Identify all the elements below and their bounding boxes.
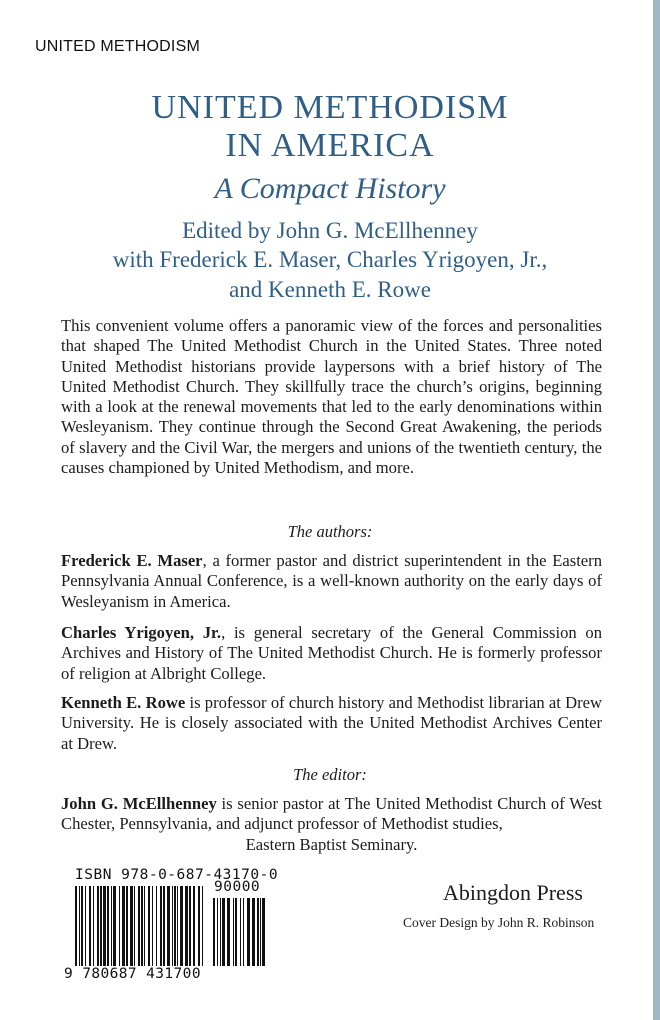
price-barcode: [212, 898, 268, 966]
barcode-bar: [85, 886, 86, 966]
barcode-bar: [233, 898, 234, 966]
barcode-bar: [152, 886, 153, 966]
barcode-bar: [97, 886, 99, 966]
author-bio: [61, 623, 602, 684]
contributors-credit-line: with Frederick E. Maser, Charles Yrigoyen, Jr.,: [112, 247, 548, 272]
price-code: 90000: [214, 879, 261, 895]
cover-design-credit: Cover Design by John R. Robinson: [403, 915, 595, 930]
author-bio: [61, 551, 602, 612]
barcode-bar: [160, 886, 162, 966]
editor-name: John G. McEllhenney: [61, 794, 217, 813]
barcode-bar: [134, 886, 135, 966]
barcode-bar: [260, 898, 261, 966]
barcode-bar: [111, 886, 112, 966]
editor-bio-text: is senior pastor at The United Methodist Church of West Chester, Pennsylvania, and adjunct professor of Methodist studies,: [61, 794, 603, 834]
barcode-bar: [240, 898, 241, 966]
barcode-bar: [217, 898, 218, 966]
barcode-bar: [198, 886, 200, 966]
author-name: Frederick E. Maser: [61, 551, 203, 570]
barcode-bar: [119, 886, 120, 966]
author-name: Kenneth E. Rowe: [61, 693, 186, 712]
barcode-bar: [79, 886, 80, 966]
barcode-bar: [243, 898, 244, 966]
author-bio: [61, 693, 602, 754]
author-bio-text: , a former pastor and district superintendent in the Eastern Pennsylvania Annual Conference, is a well-known authority on the early days of Wesleyanism in America.: [61, 551, 602, 611]
barcode-bar: [222, 898, 225, 966]
barcode-bar: [193, 886, 195, 966]
editor-bio-text-last: Eastern Baptist Seminary.: [245, 834, 418, 854]
author-bio-text: , is general secretary of the General Commission on Archives and History of The United Methodist Church. He is formerly professor of religion at Albright College.: [61, 623, 603, 683]
barcode-bar: [89, 886, 91, 966]
author-name: Charles Yrigoyen, Jr.: [61, 623, 222, 642]
barcode-bar: [174, 886, 176, 966]
editor-bio: [61, 794, 602, 855]
barcode-bar: [167, 886, 170, 966]
barcode-bar: [113, 886, 116, 966]
barcode-bar: [138, 886, 140, 966]
barcode-bar: [122, 886, 125, 966]
barcode-bar: [141, 886, 143, 966]
isbn-number: ISBN 978-0-687-43170-0: [75, 867, 279, 883]
barcode-bar: [185, 886, 188, 966]
authors-heading: The authors:: [287, 522, 373, 541]
barcode-bar: [107, 886, 109, 966]
contributors-credit-line-2: and Kenneth E. Rowe: [229, 277, 431, 302]
barcode-bar: [156, 886, 157, 966]
series-label: UNITED METHODISM: [35, 38, 200, 55]
barcode-bar: [247, 898, 250, 966]
isbn-barcode: [74, 886, 206, 966]
barcode-bar: [148, 886, 150, 966]
book-subtitle: A Compact History: [214, 172, 446, 205]
barcode-bar: [262, 898, 265, 966]
barcode-bar: [180, 886, 183, 966]
editor-credit-line: Edited by John G. McEllhenney: [182, 218, 478, 243]
barcode-bar: [144, 886, 145, 966]
barcode-bar: [202, 886, 203, 966]
barcode-bar: [130, 886, 133, 966]
barcode-bar: [75, 886, 77, 966]
barcode-bar: [220, 898, 221, 966]
barcode-bar: [213, 898, 215, 966]
author-bio-text: is professor of church history and Methodist librarian at Drew University. He is closely associated with the United Methodist Archives Center at Drew.: [61, 693, 602, 753]
barcode-bar: [172, 886, 173, 966]
barcode-bar: [103, 886, 106, 966]
barcode-bar: [227, 898, 230, 966]
ean-number: 9 780687 431700: [64, 966, 201, 982]
barcode-bar: [81, 886, 83, 966]
book-description: This convenient volume offers a panoramic view of the forces and personalities that shaped The United Methodist Church in the United States. Three noted United Methodist historians provide laypersons with a brief history of The United Methodist Church. They skillfully trace the church’s origins, beginning with a look at the renewal movements that led to the early denominations within Wesleyanism. They continue through the Second Great Awakening, the periods of slavery and the Civil War, the mergers and unions of the twentieth century, the causes championed by United Methodism, and more.: [61, 316, 602, 478]
barcode-bar: [93, 886, 94, 966]
barcode-bar: [126, 886, 128, 966]
book-title-line-1: UNITED METHODISM: [151, 89, 509, 126]
barcode-bar: [252, 898, 255, 966]
barcode-bar: [177, 886, 178, 966]
editor-heading: The editor:: [293, 765, 367, 784]
barcode-bar: [257, 898, 259, 966]
barcode-bar: [235, 898, 237, 966]
barcode-bar: [100, 886, 102, 966]
barcode-bar: [163, 886, 165, 966]
book-title-line-2: IN AMERICA: [225, 127, 435, 164]
barcode-bar: [189, 886, 191, 966]
publisher-name: Abingdon Press: [443, 880, 583, 905]
